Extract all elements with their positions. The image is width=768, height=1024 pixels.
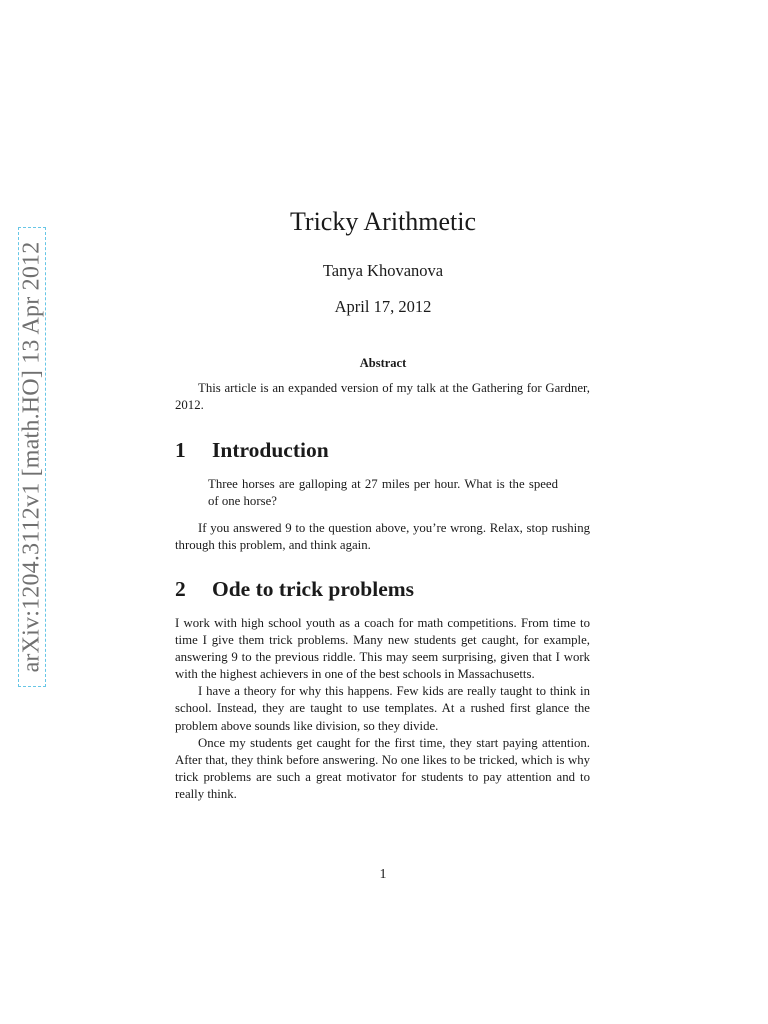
arxiv-identifier: arXiv:1204.3112v1 [math.HO] 13 Apr 2012: [18, 241, 45, 673]
author-name: Tanya Khovanova: [322, 261, 444, 280]
abstract-text: This article is an expanded version of my talk at the Gathering for Gardner, 2012.: [175, 381, 590, 413]
paragraph: I have a theory for why this happens. Few kids are really taught to think in school. Instead, they are taught to use templates. At a rushed first glance the problem above sounds like division, so they divide.: [175, 684, 590, 733]
section-title: Introduction: [212, 438, 329, 462]
paragraph: I work with high school youth as a coach for math competitions. From time to time I give them trick problems. Many new students get caught, for example, answering 9 to the previous riddle. This may seem surprising, given that I work with the highest achievers in one of the best schools in Massachusetts.: [175, 616, 590, 682]
section-number: 1: [175, 438, 186, 462]
section-title: Ode to trick problems: [212, 577, 415, 601]
section-heading-introduction: [175, 438, 329, 463]
abstract-body: [175, 380, 590, 414]
paragraph: If you answered 9 to the question above, you’re wrong. Relax, stop rushing through this problem, and think again.: [175, 521, 590, 553]
section-number: 2: [175, 577, 186, 601]
abstract-heading: Abstract: [359, 356, 407, 370]
section-heading-ode-to-trick-problems: [175, 577, 414, 602]
riddle-quote: Three horses are galloping at 27 miles per hour. What is the speed of one horse?: [208, 477, 558, 509]
paragraph: Once my students get caught for the first time, they start paying attention. After that, they think before answering. No one likes to be tricked, which is why trick problems are such a great motivator for students to pay attention and to really think.: [175, 735, 590, 801]
ode-section-body: [175, 615, 590, 803]
paper-date: April 17, 2012: [334, 297, 432, 316]
page-number: 1: [379, 867, 387, 882]
paper-title: Tricky Arithmetic: [289, 207, 477, 236]
introduction-body: [175, 520, 590, 554]
arxiv-sidebar-stamp: [18, 227, 46, 687]
